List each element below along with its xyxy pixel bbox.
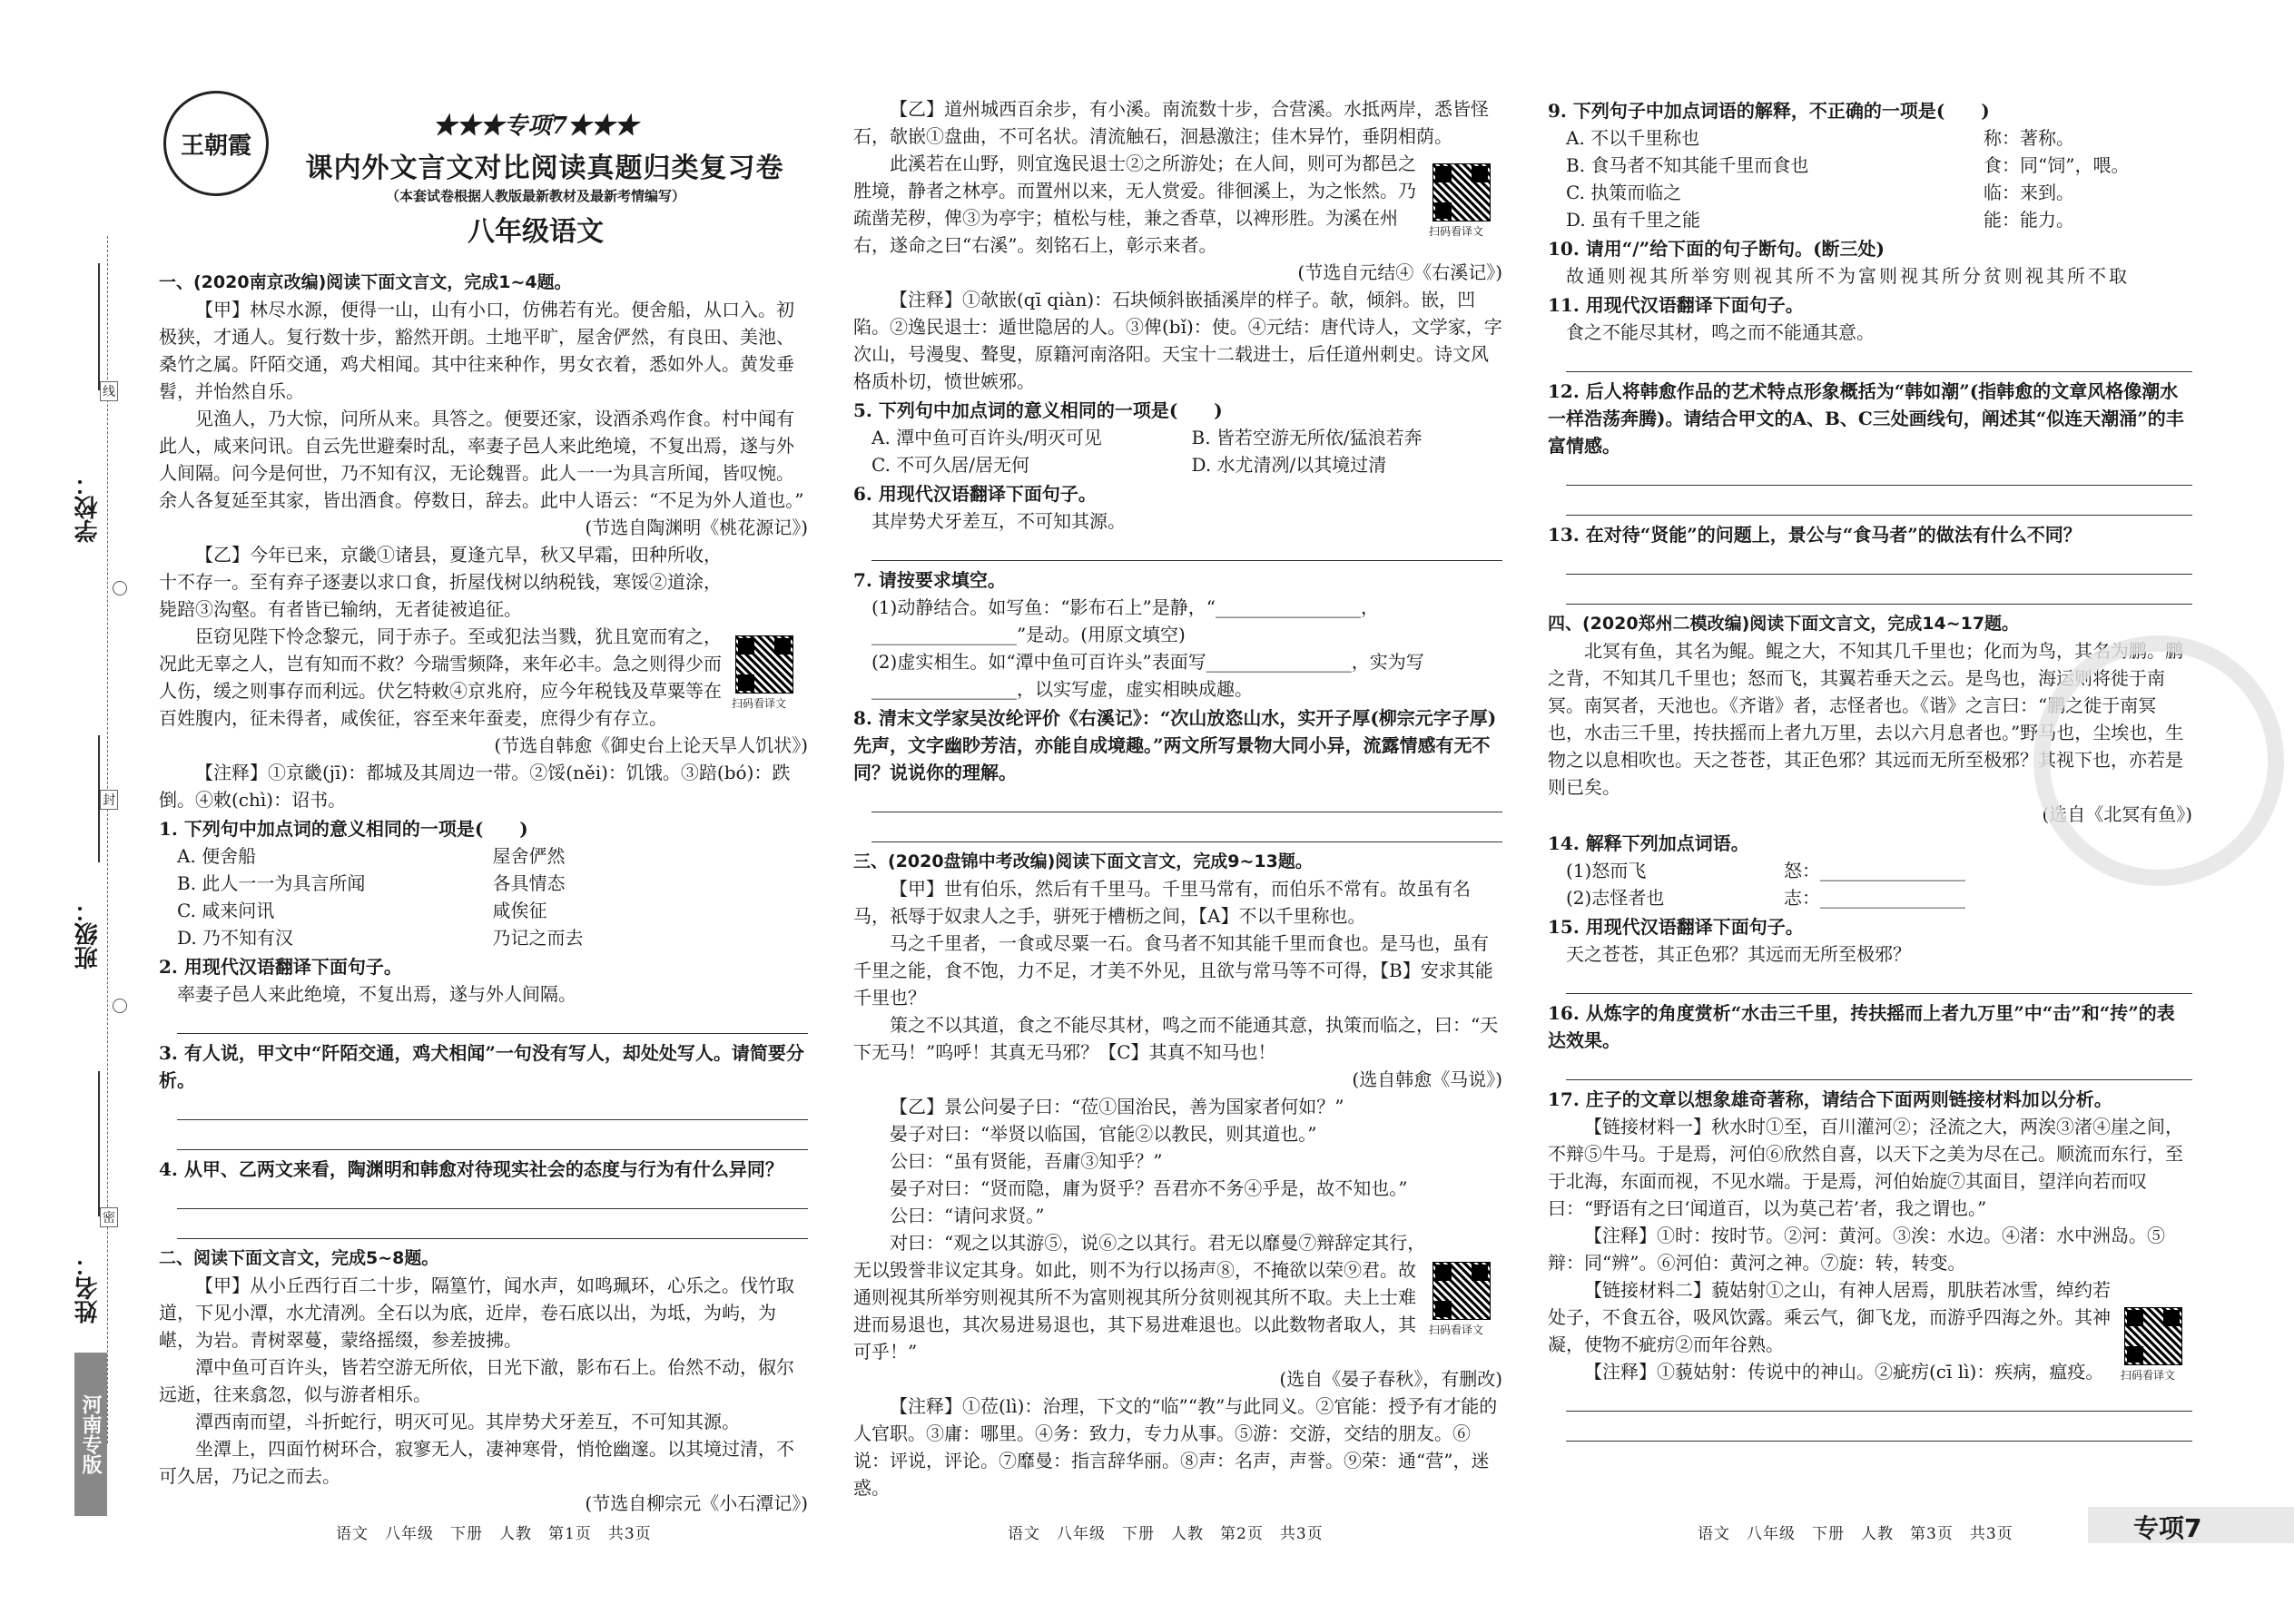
passage-text: 【乙】今年已来，京畿①诸县，夏逢亢旱，秋又早霜，田种所收，十不存一。至有弃子逐妻以求口食，折屋伐树以纳税钱，寒馁②道涂，毙踣③沟壑。有者皆已输纳，无者徒被追征。 — [159, 544, 722, 620]
option[interactable]: C. 不可久居/居无何 — [871, 454, 1030, 476]
answer-line[interactable] — [871, 818, 1502, 842]
answer-line[interactable] — [1566, 1387, 2192, 1412]
series-label: ★★★专项7★★★ — [432, 113, 639, 140]
option[interactable]: A. 不以千里称也 — [1566, 127, 1700, 149]
passage-text: 【甲】世有伯乐，然后有千里马。千里马常有，而伯乐不常有。故虽有名马，祇辱于奴隶人之手，骈死于槽枥之间，【A】不以千里称也。 — [853, 878, 1471, 927]
answer-line[interactable] — [871, 788, 1502, 812]
option[interactable]: A. 潭中鱼可百许头/明灭可见 — [871, 427, 1102, 448]
column-2 — [853, 95, 1502, 1501]
annotation: 【注释】①京畿(jī)：都城及其周边一带。②馁(něi)：饥饿。③踣(bó)：跌倒。④敕(chì)：诏书。 — [159, 762, 791, 811]
passage-source: (节选自韩愈《御史台上论天旱人饥状》) — [494, 734, 808, 756]
brand-logo — [163, 91, 269, 196]
option[interactable]: B. 此人一一为具言所闻 — [177, 872, 366, 894]
seal-line-label: 线 — [100, 381, 118, 401]
item-label: (1)怒而飞 — [1566, 860, 1647, 881]
grade-title: 八年级语文 — [468, 216, 604, 248]
option: 咸俟征 — [492, 900, 547, 921]
passage-text: 马之千里者，一食或尽粟一石。食马者不知其能千里而食也。是马也，虽有千里之能，食不饱，力不足，才美不外见，且欲与常马等不可得，【B】安求其能千里也？ — [853, 932, 1493, 1009]
question-text: 率妻子邑人来此绝境，不复出焉，遂与外人间隔。 — [177, 983, 576, 1005]
passage-text: 潭西南而望，斗折蛇行，明灭可见。其岸势犬牙差互，不可知其源。 — [195, 1411, 740, 1432]
item-blank[interactable]: 志：________________ — [1784, 887, 1965, 909]
question-4: 4. 从甲、乙两文来看，陶渊明和韩愈对待现实社会的态度与行为有什么异同？ — [159, 1158, 783, 1180]
question-9-options — [1548, 124, 2192, 233]
option[interactable]: D. 乃不知有汉 — [177, 927, 294, 949]
seal-fold-label: 封 — [100, 790, 118, 810]
question-6: 6. 用现代汉语翻译下面句子。 — [853, 483, 1097, 505]
qr-label: 扫码看译文 — [732, 697, 787, 710]
answer-line[interactable] — [1566, 580, 2192, 605]
question-11: 11. 用现代汉语翻译下面句子。 — [1548, 294, 1804, 316]
option[interactable]: D. 水尤清冽/以其境过清 — [1191, 454, 1387, 476]
binding-hole-icon — [113, 999, 127, 1013]
passage-text: 策之不以其道，食之不能尽其材，鸣之而不能通其意，执策而临之，曰：“天下无马！”呜呼！其真无马邪？【C】其真不知马也！ — [853, 1014, 1499, 1063]
passage-text: 【乙】景公问晏子曰：“莅①国治民，善为国家者何如？” — [890, 1096, 1344, 1117]
annotation: 【注释】①莅(lì)：治理，下文的“临”“教”与此同义。②官能：授予有才能的人官职。③庸：哪里。④务：致力，专力从事。⑤游：交游，交结的朋友。⑥说：评说，评论。⑦靡曼：指言辞华丽。⑧声：名声，声誉。⑨荣：通“营”，迷惑。 — [853, 1395, 1498, 1499]
answer-line[interactable] — [871, 536, 1502, 561]
qr-label: 扫码看译文 — [2121, 1369, 2176, 1382]
watermark-stamp-icon — [2033, 635, 2284, 886]
option: 屋舍俨然 — [492, 845, 566, 867]
option[interactable]: B. 食马者不知其能千里而食也 — [1566, 154, 1809, 176]
option-definition: 称：著称。 — [1984, 127, 2074, 149]
question-10: 10. 请用“/”给下面的句子断句。(断三处) — [1548, 238, 1885, 260]
seal-seal-label: 密 — [100, 1207, 118, 1227]
option[interactable]: C. 咸来问讯 — [177, 900, 275, 921]
annotation: 【注释】①藐姑射：传说中的神山。②疵疠(cī lì)：疾病，瘟疫。 — [1584, 1361, 2104, 1383]
passage-text: 【甲】从小丘西行百二十步，隔篁竹，闻水声，如鸣珮环，心乐之。伐竹取道，下见小潭，水尤清冽。全石以为底，近岸，卷石底以出，为坻，为屿，为嵁，为岩。青树翠蔓，蒙络摇缀，参差披拂。 — [159, 1275, 794, 1351]
item-label: (2)志怪者也 — [1566, 887, 1665, 909]
qr-code-icon[interactable] — [735, 635, 793, 694]
qr-code-icon[interactable] — [1433, 1262, 1491, 1320]
question-2: 2. 用现代汉语翻译下面句子。 — [159, 956, 402, 978]
page-footer: 语文 八年级 下册 人教 第1页 共3页 — [336, 1525, 652, 1543]
question-1-options — [159, 842, 808, 951]
option[interactable]: A. 便舍船 — [177, 845, 257, 867]
passage-text: 晏子对曰：“贤而隐，庸为贤乎？吾君亦不务④乎是，故不知也。” — [890, 1177, 1408, 1199]
question-14: 14. 解释下列加点词语。 — [1548, 832, 1749, 854]
question-text[interactable]: (1)动静结合。如写鱼：“影布石上”是静，“________________，________________”是动。(用原文填空) — [871, 596, 1380, 645]
question-5-options — [853, 424, 1502, 478]
passage-source: (节选自陶渊明《桃花源记》) — [585, 517, 808, 538]
passage-text: 见渔人，乃大惊，问所从来。具答之。便要还家，设酒杀鸡作食。村中闻有此人，咸来问讯。自云先世避秦时乱，率妻子邑人来此绝境，不复出焉，遂与外人间隔。问今是何世，乃不知有汉，无论魏晋。此人一一为具言所闻，皆叹惋。余人各复延至其家，皆出酒食。停数日，辞去。此中人语云：“不足为外人道也。” — [159, 408, 804, 511]
link-material: 【链接材料一】秋水时①至，百川灌河②；泾流之大，两涘③渚④崖之间，不辩⑤牛马。于是焉，河伯⑥欣然自喜，以天下之美为尽在己。顺流而东行，至于北海，东面而视，不见水端。于是焉，河伯始旋⑦其面目，望洋向若而叹曰：“野语有之曰‘闻道百，以为莫己若’者，我之谓也。” — [1548, 1116, 2183, 1219]
school-label: 学校： — [74, 472, 102, 543]
question-3: 3. 有人说，甲文中“阡陌交通，鸡犬相闻”一句没有写人，却处处写人。请简要分析。 — [159, 1042, 804, 1091]
question-12: 12. 后人将韩愈作品的艺术特点形象概括为“韩如潮”(指韩愈的文章风格像潮水一样浩荡奔腾)。请结合甲文的A、B、C三处画线句，阐述其“似连天潮涌”的丰富情感。 — [1548, 380, 2184, 457]
answer-line[interactable] — [177, 1185, 808, 1209]
question-17: 17. 庄子的文章以想象雄奇著称，请结合下面两则链接材料加以分析。 — [1548, 1088, 2112, 1110]
question-13: 13. 在对待“贤能”的问题上，景公与“食马者”的做法有什么不同？ — [1548, 524, 2082, 546]
option[interactable]: B. 皆若空游无所依/猛浪若奔 — [1191, 427, 1423, 448]
answer-line[interactable] — [1566, 491, 2192, 516]
answer-line[interactable] — [1566, 348, 2192, 372]
page-title: 课内外文言文对比阅读真题归类复习卷 — [305, 153, 784, 184]
answer-line[interactable] — [1566, 550, 2192, 575]
answer-line[interactable] — [1566, 1417, 2192, 1442]
binding-hole-icon — [113, 581, 127, 595]
passage-text: 此溪若在山野，则宜逸民退士②之所游处；在人间，则可为都邑之胜境，静者之林亭。而置州以来，无人赏爱。徘徊溪上，为之怅然。乃疏凿芜秽，俾③为亭宇；植松与桂，兼之香草，以裨形胜。为溪在州右，遂命之曰“右溪”。刻铭石上，彰示来者。 — [853, 153, 1416, 256]
school-blank[interactable] — [98, 263, 100, 390]
question-text: 其岸势犬牙差互，不可知其源。 — [871, 510, 1126, 532]
option: 乃记之而去 — [492, 927, 584, 949]
question-16: 16. 从炼字的角度赏析“水击三千里，抟扶摇而上者九万里”中“击”和“抟”的表达效果。 — [1548, 1002, 2175, 1051]
passage-text: 臣窃见陛下怜念黎元，同于赤子。至或犯法当戮，犹且宽而宥之，况此无辜之人，岂有知而不救？今瑞雪频降，来年必丰。急之则得少而人伤，缓之则事存而利远。伏乞特敕④京兆府，应今年税钱及草粟等在百姓腹内，征未得者，咸俟征，容至来年蚕麦，庶得少有存立。 — [159, 625, 722, 729]
passage-text: 公曰：“虽有贤能，吾庸③知乎？” — [890, 1150, 1163, 1172]
option-definition: 能：能力。 — [1984, 209, 2074, 231]
passage-source: (选自韩愈《马说》) — [1352, 1068, 1502, 1090]
option-definition: 食：同“饲”，喂。 — [1984, 154, 2130, 176]
qr-label: 扫码看译文 — [1429, 1324, 1484, 1336]
passage-text: 对曰：“观之以其游⑤，说⑥之以其行。君无以靡曼⑦辩辞定其行，无以毁誉非议定其身。如此，则不为行以扬声⑧，不掩欲以荣⑨君。故通则视其所举穷则视其所不为富则视其所分贫则视其所不取。夫上士难进而易退也，其次易进易退也，其下易进难退也。以此数物者取人，其可乎！” — [853, 1232, 1426, 1363]
edition-badge: 河南专版 — [74, 1353, 107, 1516]
page-subtitle: （本套试卷根据人教版最新教材及最新考情编写） — [385, 188, 685, 204]
qr-label: 扫码看译文 — [1429, 225, 1484, 238]
passage-text: 晏子对曰：“举贤以临国，官能②以教民，则其道也。” — [890, 1123, 1317, 1145]
passage-source: (选自《北冥有鱼》) — [2042, 803, 2192, 825]
answer-line[interactable] — [177, 1096, 808, 1120]
option[interactable]: C. 执策而临之 — [1566, 182, 1682, 203]
section-2-heading: 二、阅读下面文言文，完成5~8题。 — [159, 1248, 439, 1268]
passage-text: 【乙】道州城西百余步，有小溪。南流数十步，合营溪。水抵两岸，悉皆怪石，欹嵌①盘曲，不可名状。清流触石，洄悬激注；佳木异竹，垂阴相荫。 — [853, 98, 1489, 147]
qr-code-icon[interactable] — [1433, 163, 1491, 221]
section-4-heading: 四、(2020郑州二模改编)阅读下面文言文，完成14~17题。 — [1548, 614, 2020, 634]
name-blank[interactable] — [98, 1071, 100, 1216]
question-8: 8. 清末文学家吴汝纶评价《右溪记》：“次山放恣山水，实开子厚(柳宗元字子厚)先声，文字幽眇芳洁，亦能自成境趣。”两文所写景物大同小异，流露情感有无不同？说说你的理解。 — [853, 707, 1497, 783]
annotation: 【注释】①时：按时节。②河：黄河。③涘：水边。④渚：水中洲岛。⑤辩：同“辨”。⑥河伯：黄河之神。⑦旋：转，转变。 — [1548, 1225, 2165, 1274]
seal-line — [107, 236, 110, 1443]
passage-text: 【甲】林尽水源，便得一山，山有小口，仿佛若有光。便舍船，从口入。初极狭，才通人。复行数十步，豁然开朗。土地平旷，屋舍俨然，有良田、美池、桑竹之属。阡陌交通，鸡犬相闻。其中往来种作，男女衣着，悉如外人。黄发垂髫，并怡然自乐。 — [159, 299, 794, 402]
question-5: 5. 下列句中加点词的意义相同的一项是( ) — [853, 399, 1223, 421]
question-text[interactable]: (2)虚实相生。如“潭中鱼可百许头”表面写________________，实为写________________，以实写虚，虚实相映成趣。 — [871, 651, 1424, 700]
passage-text: 潭中鱼可百许头，皆若空游无所依，日光下澈，影布石上。佁然不动，俶尔远逝，往来翕忽，似与游者相乐。 — [159, 1356, 794, 1405]
annotation: 【注释】①欹嵌(qī qiàn)：石块倾斜嵌插溪岸的样子。欹，倾斜。嵌，凹陷。②逸民退士：遁世隐居的人。③俾(bǐ)：使。④元结：唐代诗人，文学家，字次山，号漫叟、聱叟，原籍河南洛阳。天宝十二载进士，后任道州刺史。诗文风格质朴切，愤世嫉邪。 — [853, 289, 1502, 392]
passage-text: 公曰：“请问求贤。” — [890, 1205, 1045, 1226]
question-text: 天之苍苍，其正色邪？其远而无所至极邪？ — [1566, 943, 1911, 965]
passage-text: 北冥有鱼，其名为鲲。鲲之大，不知其几千里也；化而为鸟，其名为鹏。鹏之背，不知其几千里也；怒而飞，其翼若垂天之云。是鸟也，海运则将徙于南冥。南冥者，天池也。《齐谐》者，志怪者也。《谐》之言曰：“鹏之徙于南冥也，水击三千里，抟扶摇而上者九万里，去以六月息者也。”野马也，尘埃也，生物之以息相吹也。天之苍苍，其正色邪？其远而无所至极邪？其视下也，亦若是则已矣。 — [1548, 640, 2184, 798]
answer-line[interactable] — [177, 1126, 808, 1150]
question-9: 9. 下列句子中加点词语的解释，不正确的一项是( ) — [1548, 100, 1990, 122]
page-footer: 语文 八年级 下册 人教 第2页 共3页 — [1008, 1525, 1324, 1543]
column-1 — [159, 265, 808, 1517]
question-7: 7. 请按要求填空。 — [853, 569, 1006, 591]
logo-text: 王朝霞 — [180, 132, 251, 160]
footer-tag: 专项7 — [2133, 1513, 2202, 1543]
qr-code-icon[interactable] — [2124, 1307, 2182, 1365]
passage-source: (节选自柳宗元《小石潭记》) — [585, 1492, 808, 1514]
answer-line[interactable] — [1566, 1056, 2192, 1080]
page-footer: 语文 八年级 下册 人教 第3页 共3页 — [1698, 1525, 2013, 1543]
section-3-heading: 三、(2020盘锦中考改编)阅读下面文言文，完成9~13题。 — [853, 851, 1313, 871]
option-definition: 临：来到。 — [1984, 182, 2074, 203]
name-label: 姓名： — [74, 1253, 102, 1324]
section-1-heading: 一、(2020南京改编)阅读下面文言文，完成1~4题。 — [159, 272, 572, 292]
option: 各具情态 — [492, 872, 566, 894]
answer-line[interactable] — [177, 1215, 808, 1239]
link-material: 【链接材料二】藐姑射①之山，有神人居焉，肌肤若冰雪，绰约若处子，不食五谷，吸风饮露。乘云气，御飞龙，而游乎四海之外。其神凝，使物不疵疠②而年谷熟。 — [1548, 1279, 2111, 1355]
question-text: 食之不能尽其材，鸣之而不能通其意。 — [1566, 321, 1875, 343]
question-text[interactable]: 故通则视其所举穷则视其所不为富则视其所分贫则视其所不取 — [1566, 265, 2130, 287]
passage-source: (选自《晏子春秋》，有删改) — [1279, 1368, 1502, 1390]
item-blank[interactable]: 怒：________________ — [1784, 860, 1965, 881]
option[interactable]: D. 虽有千里之能 — [1566, 209, 1701, 231]
class-label: 班级： — [74, 899, 102, 969]
question-15: 15. 用现代汉语翻译下面句子。 — [1548, 916, 1804, 938]
answer-line[interactable] — [1566, 461, 2192, 486]
passage-source: (节选自元结④《右溪记》) — [1297, 261, 1502, 283]
answer-line[interactable] — [1566, 969, 2192, 994]
answer-line[interactable] — [177, 1009, 808, 1034]
passage-text: 坐潭上，四面竹树环合，寂寥无人，凄神寒骨，悄怆幽邃。以其境过清，不可久居，乃记之而去。 — [159, 1438, 794, 1487]
question-1: 1. 下列句中加点词的意义相同的一项是( ) — [159, 818, 528, 840]
